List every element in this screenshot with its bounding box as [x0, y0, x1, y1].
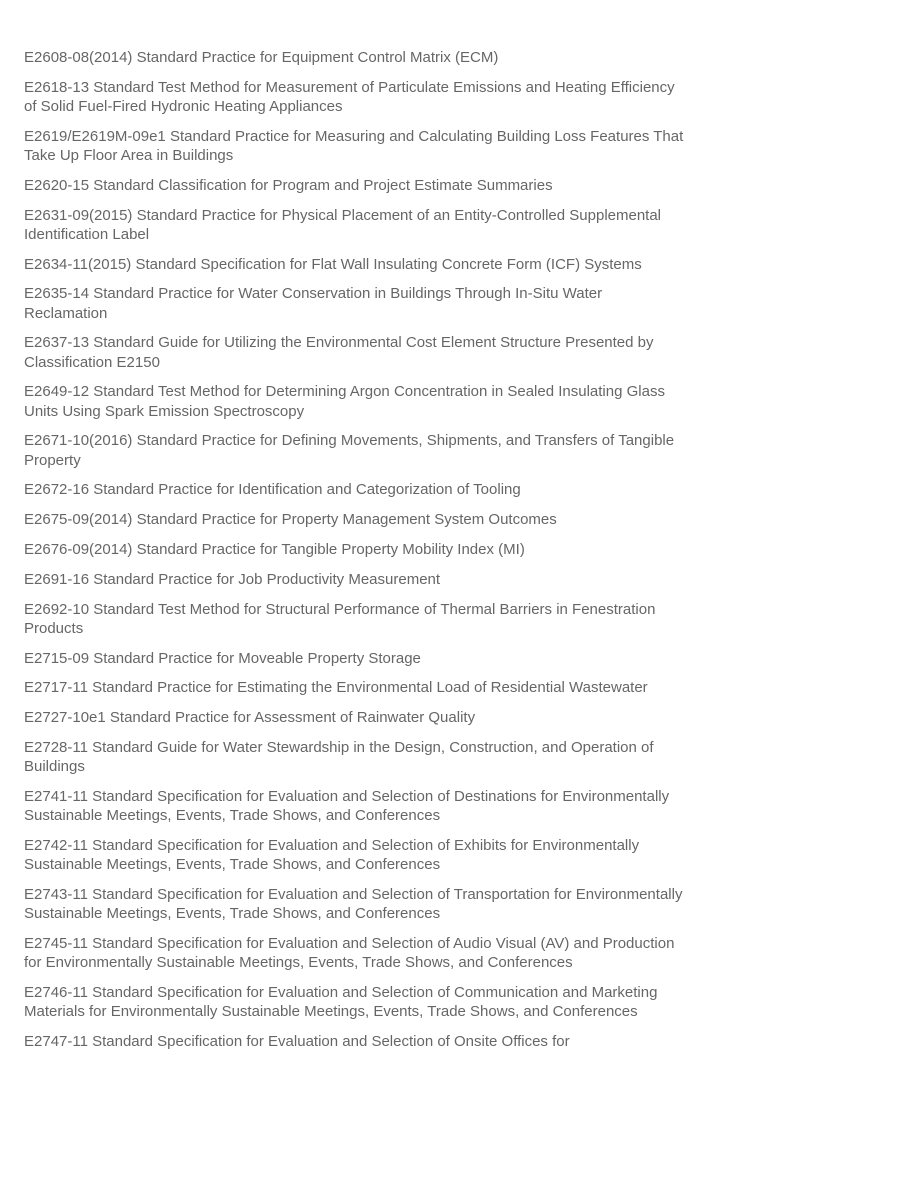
standard-entry-e2619: E2619/E2619M-09e1 Standard Practice for Measuring and Calculating Building Loss Features That Take Up Floor Area in Buildings — [24, 127, 684, 164]
standard-entry-e2691: E2691-16 Standard Practice for Job Productivity Measurement — [24, 570, 441, 588]
standards-list — [24, 48, 684, 1062]
standard-entry-e2672: E2672-16 Standard Practice for Identification and Categorization of Tooling — [24, 481, 521, 499]
standard-entry-e2637: E2637-13 Standard Guide for Utilizing the Environmental Cost Element Structure Presented by Classification E2150 — [24, 334, 654, 371]
standard-entry-e2635: E2635-14 Standard Practice for Water Conservation in Buildings Through In-Situ Water Reclamation — [24, 285, 603, 322]
standard-entry-e2676: E2676-09(2014) Standard Practice for Tangible Property Mobility Index (MI) — [24, 540, 525, 558]
standard-entry-e2608: E2608-08(2014) Standard Practice for Equipment Control Matrix (ECM) — [24, 49, 499, 66]
standard-entry-e2717: E2717-11 Standard Practice for Estimating the Environmental Load of Residential Wastewater — [24, 679, 648, 697]
standard-entry-e2671: E2671-10(2016) Standard Practice for Defining Movements, Shipments, and Transfers of Tangible Property — [24, 432, 675, 469]
standard-entry-e2715: E2715-09 Standard Practice for Moveable Property Storage — [24, 649, 421, 667]
standard-entry-e2747: E2747-11 Standard Specification for Evaluation and Selection of Onsite Offices for — [24, 1032, 570, 1050]
standard-entry-e2620: E2620-15 Standard Classification for Program and Project Estimate Summaries — [24, 176, 553, 194]
standard-entry-e2742: E2742-11 Standard Specification for Evaluation and Selection of Exhibits for Environmentally Sustainable Meetings, Events, Trade Shows, and Conferences — [24, 836, 640, 874]
standard-entry-e2728: E2728-11 Standard Guide for Water Stewardship in the Design, Construction, and Operation of Buildings — [24, 738, 654, 776]
standard-entry-e2745: E2745-11 Standard Specification for Evaluation and Selection of Audio Visual (AV) and Production for Environmentally Sustainable Meetings, Events, Trade Shows, and Conferences — [24, 934, 675, 972]
standard-entry-e2727: E2727-10e1 Standard Practice for Assessment of Rainwater Quality — [24, 709, 476, 727]
standard-entry-e2631: E2631-09(2015) Standard Practice for Physical Placement of an Entity-Controlled Supplemental Identification Label — [24, 206, 662, 243]
standard-entry-e2746: E2746-11 Standard Specification for Evaluation and Selection of Communication and Marketing Materials for Environmentally Sustainable Meetings, Events, Trade Shows, and Conferences — [24, 983, 658, 1021]
standard-entry-e2743: E2743-11 Standard Specification for Evaluation and Selection of Transportation for Environmentally Sustainable Meetings, Events, Trade Shows, and Conferences — [24, 885, 683, 923]
standard-entry-e2692: E2692-10 Standard Test Method for Structural Performance of Thermal Barriers in Fenestration Products — [24, 600, 656, 637]
standard-entry-e2634: E2634-11(2015) Standard Specification for Flat Wall Insulating Concrete Form (ICF) Systems — [24, 255, 642, 273]
standard-entry-e2675: E2675-09(2014) Standard Practice for Property Management System Outcomes — [24, 511, 557, 529]
standard-entry-e2649: E2649-12 Standard Test Method for Determining Argon Concentration in Sealed Insulating Glass Units Using Spark Emission Spectroscopy — [24, 383, 665, 420]
standard-entry-e2618: E2618-13 Standard Test Method for Measurement of Particulate Emissions and Heating Efficiency of Solid Fuel-Fired Hydronic Heating Appliances — [24, 78, 675, 115]
standard-entry-e2741: E2741-11 Standard Specification for Evaluation and Selection of Destinations for Environmentally Sustainable Meetings, Events, Trade Shows, and Conferences — [24, 787, 670, 825]
